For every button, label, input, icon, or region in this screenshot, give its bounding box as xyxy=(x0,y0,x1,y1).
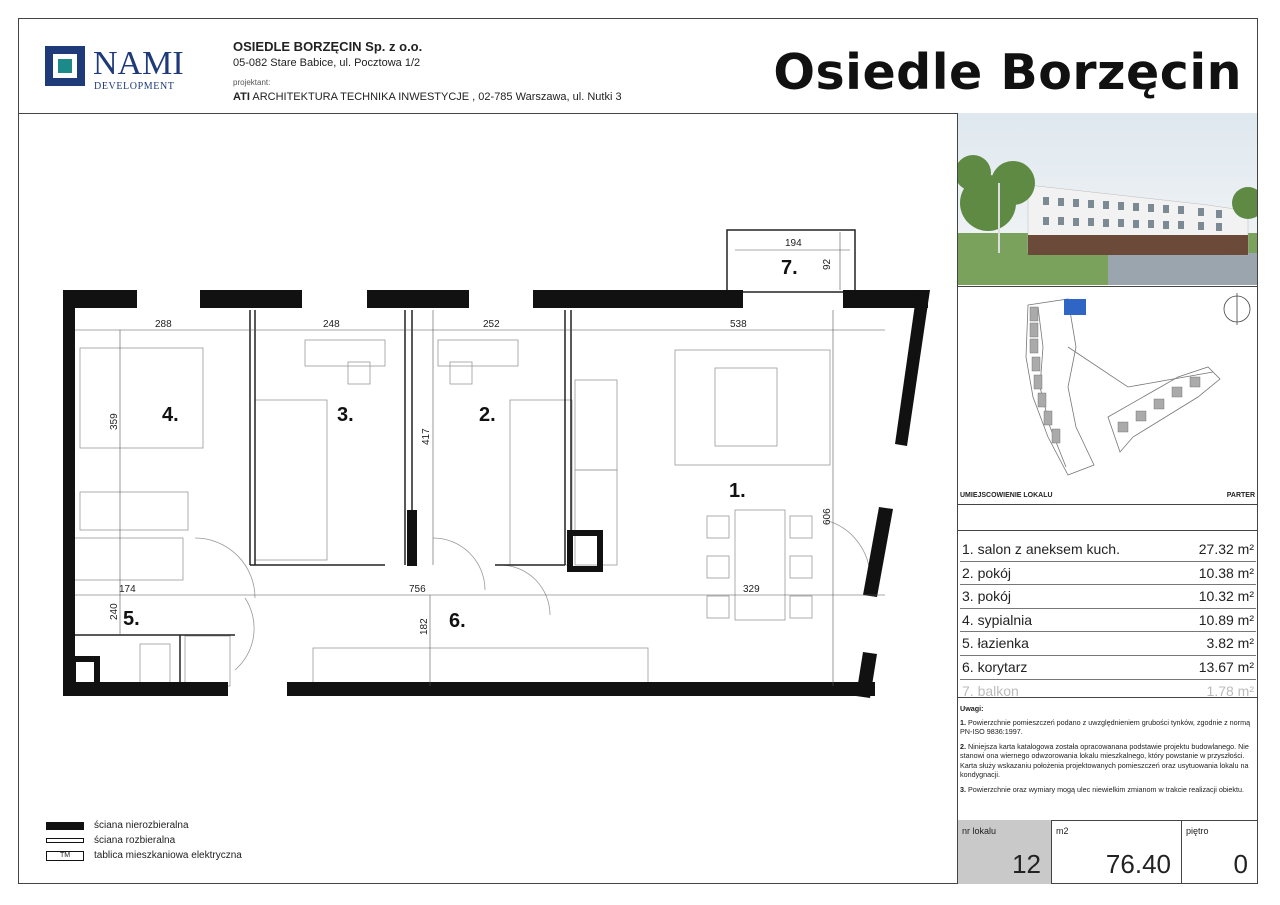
dim-417: 417 xyxy=(421,428,432,445)
room-area: 3.82 m² xyxy=(1206,635,1254,652)
room-label-4: 4. xyxy=(162,404,179,426)
logo-text: NAMI xyxy=(93,45,184,82)
company-info xyxy=(233,40,622,104)
load-bearing-wall-swatch xyxy=(46,822,84,830)
dim-756: 756 xyxy=(409,584,426,595)
room-labels xyxy=(123,257,798,632)
dim-92: 92 xyxy=(822,258,833,270)
room-row xyxy=(960,562,1256,586)
designer-bold: ATI xyxy=(233,91,250,103)
note-item: 1. Powierzchnie pomieszczeń podano z uwzględnieniem grubości tynków, zgodnie z normą PN-ISO 9836:1997. xyxy=(960,717,1251,736)
room-name: 1. salon z aneksem kuch. xyxy=(962,541,1120,557)
floor-plan xyxy=(55,220,935,700)
dim-252: 252 xyxy=(483,319,500,330)
room-label-7: 7. xyxy=(781,257,798,279)
nami-logo xyxy=(45,44,195,94)
room-label-5: 5. xyxy=(123,608,140,630)
notes xyxy=(960,704,1256,799)
location-bar xyxy=(960,492,1255,499)
legend xyxy=(46,818,242,863)
room-name: 2. pokój xyxy=(962,564,1012,581)
page-title: Osiedle Borzęcin xyxy=(773,44,1242,101)
dim-359: 359 xyxy=(109,413,120,430)
room-label-6: 6. xyxy=(449,610,466,632)
north-arrow-icon xyxy=(1224,293,1250,325)
dim-248: 248 xyxy=(323,319,340,330)
room-row xyxy=(960,680,1256,703)
dim-182: 182 xyxy=(419,618,430,635)
room-area: 27.32 m² xyxy=(1198,541,1254,557)
site-location-plan xyxy=(958,287,1257,487)
floor-value: 0 xyxy=(1233,849,1248,879)
floor-name: PARTER xyxy=(1226,492,1255,499)
floor-label: piętro xyxy=(1186,826,1209,836)
room-area: 10.89 m² xyxy=(1198,611,1254,628)
room-row xyxy=(960,656,1256,680)
rooms-table xyxy=(960,538,1256,702)
floor-cell xyxy=(1181,820,1258,884)
dim-194: 194 xyxy=(785,238,802,249)
room-row xyxy=(960,538,1256,562)
dim-329: 329 xyxy=(743,584,760,595)
dim-240: 240 xyxy=(109,603,120,620)
area-label: m2 xyxy=(1056,826,1069,836)
designer-label: projektant: xyxy=(233,78,271,87)
unit-number-value: 12 xyxy=(1012,849,1041,879)
electrical-panel-swatch: TM xyxy=(46,851,84,861)
room-row xyxy=(960,609,1256,633)
designer-rest: ARCHITEKTURA TECHNIKA INWESTYCJE , 02-785 Warszawa, ul. Nutki 3 xyxy=(249,91,622,103)
unit-number-cell xyxy=(958,820,1051,884)
room-name: 4. sypialnia xyxy=(962,611,1033,628)
company-name: OSIEDLE BORZĘCIN Sp. z o.o. xyxy=(233,39,423,54)
room-name: 3. pokój xyxy=(962,588,1012,605)
area-value: 76.40 xyxy=(1105,849,1171,879)
unit-highlight xyxy=(1064,299,1086,315)
room-area: 1.78 m² xyxy=(1206,682,1254,699)
location-label: UMIEJSCOWIENIE LOKALU xyxy=(960,492,1053,499)
dim-606: 606 xyxy=(822,508,833,525)
building-render-image xyxy=(958,113,1257,285)
designer-info xyxy=(233,90,622,104)
room-label-1: 1. xyxy=(729,480,746,502)
room-name: 6. korytarz xyxy=(962,658,1028,675)
room-name: 5. łazienka xyxy=(962,635,1029,652)
room-label-2: 2. xyxy=(479,404,496,426)
company-address: 05-082 Stare Babice, ul. Pocztowa 1/2 xyxy=(233,57,421,69)
furniture-outlines xyxy=(73,340,870,686)
room-area: 10.32 m² xyxy=(1198,588,1254,605)
notes-heading: Uwagi: xyxy=(960,704,984,713)
room-label-3: 3. xyxy=(337,404,354,426)
unit-number-label: nr lokalu xyxy=(962,826,997,836)
legend-item: ściana nierozbieralna xyxy=(46,818,242,833)
partition-wall-swatch xyxy=(46,838,84,843)
dim-288: 288 xyxy=(155,319,172,330)
dim-174: 174 xyxy=(119,584,136,595)
dim-538: 538 xyxy=(730,319,747,330)
load-bearing-walls xyxy=(63,290,930,698)
area-cell xyxy=(1051,820,1181,884)
room-name: 7. balkon xyxy=(962,682,1019,699)
dimension-lines xyxy=(75,232,885,686)
note-item: 3. Powierzchnie oraz wymiary mogą ulec niewielkim zmianom w trakcie realizacji obiektu. xyxy=(960,784,1245,794)
room-row xyxy=(960,585,1256,609)
legend-item: TM tablica mieszkaniowa elektryczna xyxy=(46,848,242,863)
location-divider xyxy=(957,504,1258,505)
note-item: 2. Niniejsza karta katalogowa została opracowanana podstawie projektu budowlanego. Nie stanowi ona wiernego odwzorowania lokalu mieszkalnego, który powstanie w przyszłości. Karta służy wskazaniu położenia projektowanych pomieszczeń oraz usytuowania lokalu na kondygnacji. xyxy=(960,741,1249,779)
rooms-divider xyxy=(957,530,1258,531)
logo-subtext: DEVELOPMENT xyxy=(94,81,175,92)
room-area: 13.67 m² xyxy=(1198,658,1254,675)
room-row xyxy=(960,632,1256,656)
room-area: 10.38 m² xyxy=(1198,564,1254,581)
legend-item: ściana rozbieralna xyxy=(46,833,242,848)
